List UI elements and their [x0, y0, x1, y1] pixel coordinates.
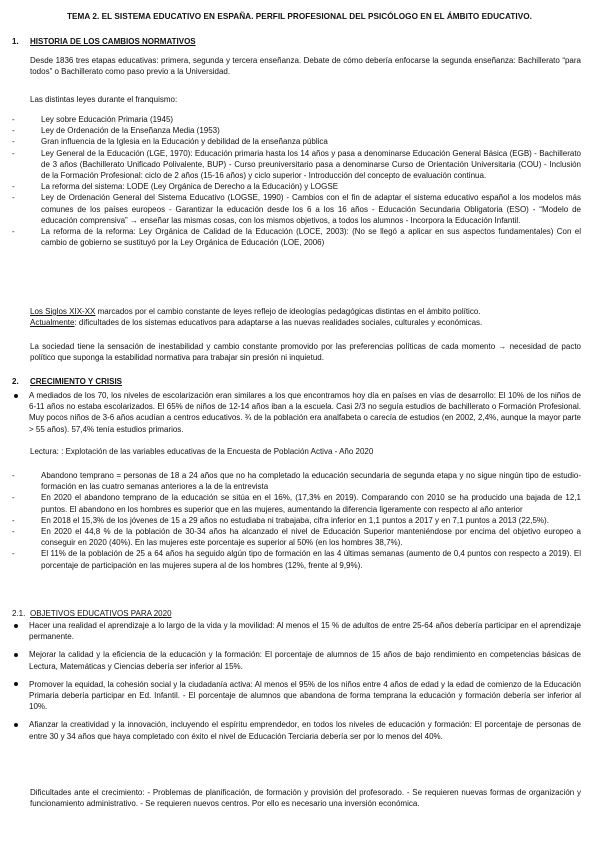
document-title: TEMA 2. EL SISTEMA EDUCATIVO EN ESPAÑA. PERFIL PROFESIONAL DEL PSICÓLOGO EN EL ÁMBITO EDUCATIVO. — [66, 12, 532, 21]
list-item: - Ley de Ordenación de la Enseñanza Media (1953) — [12, 125, 581, 136]
list-item: - El 11% de la población de 25 a 64 años ha seguido algún tipo de formación en las 4 últimas semanas (aumento de 0,4 puntos con respecto a 2019). El porcentaje de participación en las mujeres supera al de los hombres (12%, frente al 9,9%). — [12, 548, 581, 570]
section-2-heading — [12, 376, 122, 387]
list-item: Afianzar la creatividad y la innovación, incluyendo el espíritu emprendedor, en todos los niveles de educación y formación: El porcentaje de personas de entre 30 y 34 años que haya completado con éxito el nivel de Educación Terciaria debería ser por lo menos del 40%. — [12, 719, 581, 741]
section-number: 2.1. — [12, 609, 26, 618]
section-number: 2. — [12, 377, 19, 386]
list-item: - Gran influencia de la Iglesia en la Educación y debilidad de la enseñanza pública — [12, 136, 581, 147]
list-item: - Ley de Ordenación General del Sistema Educativo (LOGSE, 1990) - Cambios con el fin de adaptar el sistema educativo español a los modelos más comunes de los países europeos - Garantizar la educación desde los 6 a los 16 años - Educación Secundaria Obligatoria (ESO) - “Modelo de educación comprensiva” → enseñar las mismas cosas, con los mismos objetivos, a todos los alumnos - Incorpora la Educación Infantil. — [12, 192, 581, 226]
list-item: - En 2020 el 44,8 % de la población de 30-34 años ha alcanzado el nivel de Educación Superior manteniéndose por encima del objetivo europeo a conseguir en 2020 (40%). En las mujeres este porcentaje es superior al 50% (en los hombres 38,7%). — [12, 526, 581, 548]
list-item: Promover la equidad, la cohesión social y la ciudadanía activa: Al menos el 95% de los niños entre 4 años de edad y la edad de comienzo de la Educación Primaria debería participar en Ed. Infantil. - El porcentaje de alumnos que abandona de forma temprana la educación y formación debería ser inferior al 10%. — [12, 679, 581, 713]
actualmente-label: Actualmente — [30, 318, 75, 328]
section-1-heading — [12, 36, 196, 47]
laws-list — [12, 114, 581, 248]
section-title: OBJETIVOS EDUCATIVOS PARA 2020 — [30, 609, 172, 618]
list-item: A mediados de los 70, los niveles de escolarización eran similares a los que encontramos hoy día en países en vías de desarrollo: El 10% de los niños de 6-11 años no estaba escolarizados. El 65% de niños de 12-14 años iban a la escuela. Casi 2/3 no seguía estudios de bachillerato o Formación Profesional. Muy pocos niños de 3-6 años acudían a centros educativos. ¾ de la población era analfabeta o carecía de estudios (en 2002, 2,4%, aunque la mayor parte > 55 años). 57,4% tenía estudios primarios. — [12, 390, 581, 435]
objectives-list — [12, 620, 581, 742]
list-item: - Ley sobre Educación Primaria (1945) — [12, 114, 581, 125]
laws-intro: Las distintas leyes durante el franquismo: — [30, 95, 178, 104]
section-number: 1. — [12, 37, 19, 46]
section-title: HISTORIA DE LOS CAMBIOS NORMATIVOS — [30, 37, 196, 46]
list-item: - Abandono temprano = personas de 18 a 24 años que no ha completado la educación secundaria de segunda etapa y no sigue ningún tipo de estudio-formación en las cuatro semanas anteriores a la de la entrevista — [12, 470, 581, 492]
list-item: Mejorar la calidad y la eficiencia de la educación y la formación: El porcentaje de alumnos de 15 años de bajo rendimiento en competencias básicas de Lectura, Matemáticas y Ciencias debería ser inferior al 15%. — [12, 649, 581, 671]
list-item: - En 2018 el 15,3% de los jóvenes de 15 a 29 años no estudiaba ni trabajaba, cifra inferior en 1,1 puntos a 2017 y en 7,1 puntos a 2013 (22,5%). — [12, 515, 581, 526]
epa-list — [12, 470, 581, 571]
difficulties-paragraph: Dificultades ante el crecimiento: - Problemas de planificación, de formación y provisión del profesorado. - Se requieren nuevas formas de organización y funcionamiento administrativo. - Se requieren nuevos centros. Por ello es necesario una inversión económica. — [30, 788, 581, 809]
siglos-paragraph — [30, 306, 581, 328]
siglos-text: marcados por el cambio constante de leyes reflejo de ideologías pedagógicas distintas en el ámbito político. — [95, 307, 481, 316]
list-item: - Ley General de la Educación (LGE, 1970): Educación primaria hasta los 14 años y pasa a denominarse Educación General Básica (EGB) - Bachillerato de 3 años (Bachillerato Unificado Polivalente, BUP) - Curso preuniversitario pasa a denominarse Curso de Orientación Universitaria (COU) - Inclusión de la Formación Profesional: ciclo de 2 años (15-16 años) y ciclo superior - Introducción del concepto de evaluación continua. — [12, 148, 581, 182]
reading-reference: Lectura: : Explotación de las variables educativas de la Encuesta de Población Activa - Año 2020 — [30, 447, 374, 456]
growth-list — [12, 390, 581, 435]
siglos-label: Los Siglos XIX-XX — [30, 307, 96, 316]
list-item: - La reforma del sistema: LODE (Ley Orgánica de Derecho a la Educación) y LOGSE — [12, 181, 581, 192]
list-item: Hacer una realidad el aprendizaje a lo largo de la vida y la movilidad: Al menos el 15 % de adultos de entre 25-64 años debería participar en el aprendizaje permanente. — [12, 620, 581, 642]
actualmente-text: : dificultades de los sistemas educativos para adaptarse a las nuevas realidades sociales, culturales y económicas. — [74, 318, 483, 328]
list-item: - La reforma de la reforma: Ley Orgánica de Calidad de la Educación (LOCE, 2003): (No se llegó a aplicar en sus aspectos fundamentales) Con el cambio de gobierno se sustituyó por la Ley Orgánica de Educación (LOE, 2006) — [12, 226, 581, 248]
stability-paragraph: La sociedad tiene la sensación de inestabilidad y cambio constante promovido por las preferencias políticas de cada momento → necesidad de pacto político que suponga la estabilidad normativa para trabajar sin presión ni inquietud. — [30, 342, 581, 363]
section-title: CRECIMIENTO Y CRISIS — [30, 377, 123, 386]
list-item: - En 2020 el abandono temprano de la educación se sitúa en el 16%, (17,3% en 2019). Comparando con 2010 se ha producido una bajada de 12,1 puntos. El abandono en los hombres es superior que en las mujeres, aumentando la diferencia ligeramente con respecto al año anterior — [12, 492, 581, 514]
section-2-1-heading — [12, 608, 172, 619]
history-intro-paragraph: Desde 1836 tres etapas educativas: primera, segunda y tercera enseñanza. Debate de cómo debería enfocarse la segunda enseñanza: Bachillerato “para todos” o Bachillerato como paso previo a la Universidad. — [30, 56, 581, 77]
